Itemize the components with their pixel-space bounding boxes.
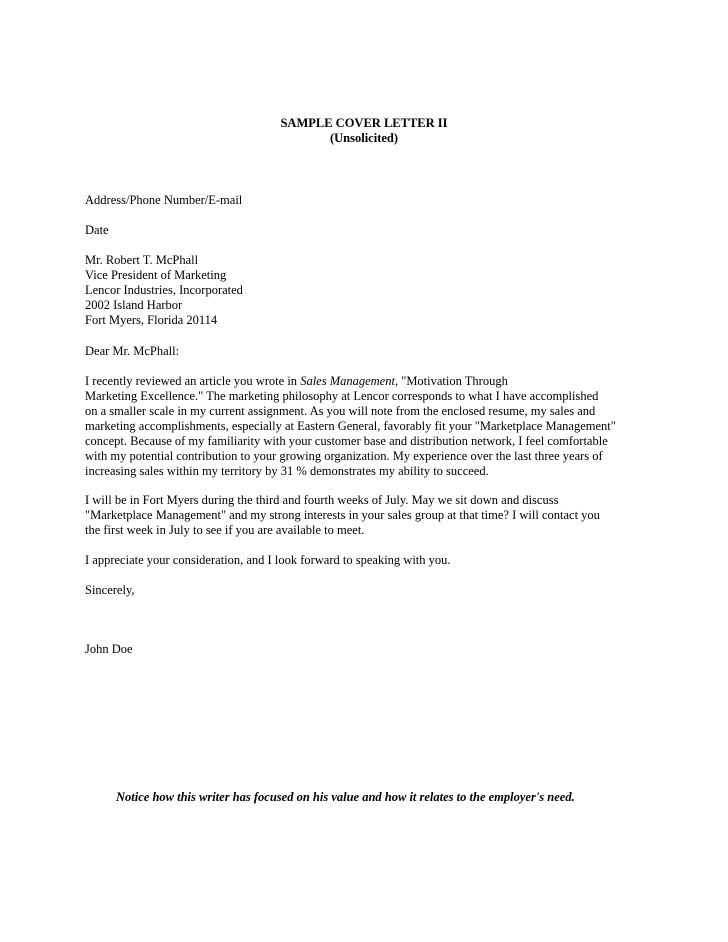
closing: Sincerely, — [85, 583, 135, 597]
letter-title: SAMPLE COVER LETTER II — [280, 116, 448, 130]
paragraph-1-line: concept. Because of my familiarity with your customer base and distribution network, I feel comfortable — [85, 434, 608, 448]
letter-subtitle: (Unsolicited) — [329, 131, 399, 145]
signature-block — [85, 642, 645, 657]
recipient-city: Fort Myers, Florida 20114 — [85, 313, 218, 327]
paragraph-3-line: I appreciate your consideration, and I look forward to speaking with you. — [85, 553, 451, 567]
paragraph-1-line1-before: I recently reviewed an article you wrote in — [85, 374, 301, 388]
salutation-block — [85, 344, 645, 359]
paragraph-2-line: "Marketplace Management" and my strong interests in your sales group at that time? I will contact you — [85, 508, 600, 522]
salutation: Dear Mr. McPhall: — [85, 344, 180, 358]
paragraph-1-line: increasing sales within my territory by 31 % demonstrates my ability to succeed. — [85, 464, 489, 478]
paragraph-2 — [85, 493, 645, 538]
recipient-address — [85, 253, 645, 328]
recipient-company: Lencor Industries, Incorporated — [85, 283, 243, 297]
recipient-position: Vice President of Marketing — [85, 268, 227, 282]
recipient-name: Mr. Robert T. McPhall — [85, 253, 199, 267]
date-line — [85, 223, 645, 238]
paragraph-1-line: on a smaller scale in my current assignment. As you will note from the enclosed resume, my sales and — [85, 404, 596, 418]
article-publication: Sales Management, — [300, 374, 399, 388]
paragraph-1 — [85, 374, 645, 479]
paragraph-2-line: I will be in Fort Myers during the third and fourth weeks of July. May we sit down and discuss — [85, 493, 559, 507]
closing-block — [85, 583, 645, 598]
paragraph-1-line: Marketing Excellence." The marketing philosophy at Lencor corresponds to what I have accomplished — [85, 389, 599, 403]
paragraph-1-line1-after: "Motivation Through — [398, 374, 508, 388]
paragraph-1-line: marketing accomplishments, especially at Eastern General, favorably fit your "Marketplace Management" — [85, 419, 616, 433]
title-block — [0, 116, 728, 146]
signature-name: John Doe — [85, 642, 133, 656]
paragraph-1-line: with my potential contribution to your growing organization. My experience over the last three years of — [85, 449, 603, 463]
sender-contact — [85, 193, 645, 208]
sender-placeholder: Address/Phone Number/E-mail — [85, 193, 243, 207]
footer-note: Notice how this writer has focused on his value and how it relates to the employer's need. — [116, 790, 575, 804]
paragraph-3 — [85, 553, 645, 568]
date-placeholder: Date — [85, 223, 109, 237]
recipient-street: 2002 Island Harbor — [85, 298, 183, 312]
paragraph-2-line: the first week in July to see if you are available to meet. — [85, 523, 365, 537]
paragraph-1-line — [85, 374, 645, 389]
